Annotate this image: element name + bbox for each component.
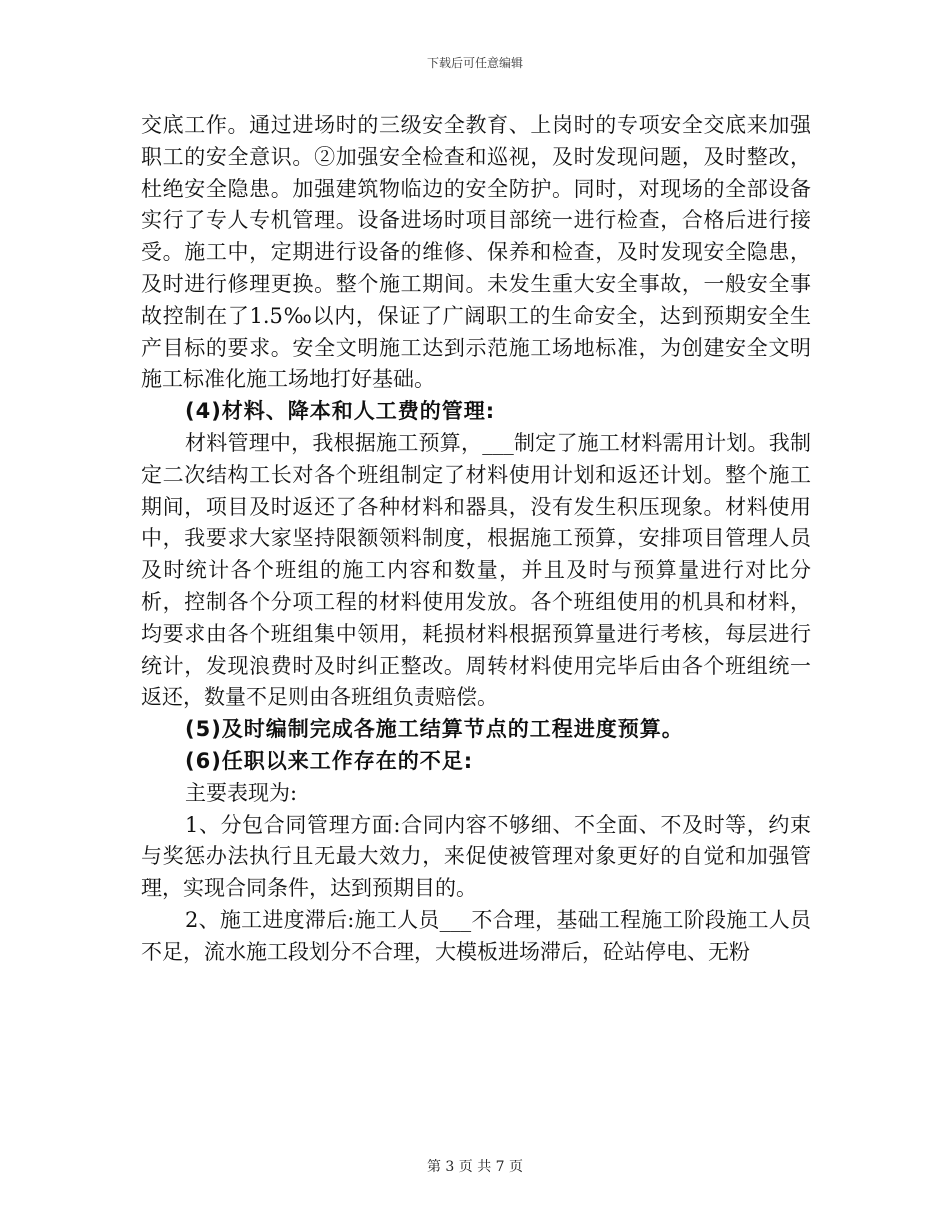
page-header: 下载后可任意编辑 xyxy=(426,56,523,70)
heading-shortcomings: (6)任职以来工作存在的不足: xyxy=(185,748,474,773)
paragraph-materials-management: 材料管理中，我根据施工预算，___制定了施工材料需用计划。我制定二次结构工长对各个班组制定了材料使用计划和返还计划。整个施工期间，项目及时返还了各种材料和器具，没有发生积压现象。材料使用中，我要求大家坚持限额领料制度，根据施工预算，安排项目管理人员及时统计各个班组的施工内容和数量，并且及时与预算量进行对比分析，控制各个分项工程的材料使用发放。各个班组使用的机具和材料，均要求由各个班组集中领用，耗损材料根据预算量进行考核，每层进行统计，发现浪费时及时纠正整改。周转材料使用完毕后由各个班组统一返还，数量不足则由各班组负责赔偿。 xyxy=(141,430,811,710)
heading-materials-management: (4)材料、降本和人工费的管理: xyxy=(185,399,496,424)
paragraph-subcontract-management: 1、分包合同管理方面:合同内容不够细、不全面、不及时等，约束与奖惩办法执行且无最大效力，来促使被管理对象更好的自觉和加强管理，实现合同条件，达到预期目的。 xyxy=(141,812,811,901)
paragraph-safety-continued: 交底工作。通过进场时的三级安全教育、上岗时的专项安全交底来加强职工的安全意识。②加强安全检查和巡视，及时发现问题，及时整改，杜绝安全隐患。加强建筑物临边的安全防护。同时，对现场的全部设备实行了专人专机管理。设备进场时项目部统一进行检查，合格后进行接受。施工中，定期进行设备的维修、保养和检查，及时发现安全隐患，及时进行修理更换。整个施工期间。未发生重大安全事故，一般安全事故控制在了1.5‰以内，保证了广阔职工的生命安全，达到预期安全生产目标的要求。安全文明施工达到示范施工场地标准，为创建安全文明施工标准化施工场地打好基础。 xyxy=(141,113,811,392)
heading-progress-budget: (5)及时编制完成各施工结算节点的工程进度预算。 xyxy=(185,717,684,742)
page-footer: 第 3 页 共 7 页 xyxy=(426,1159,524,1175)
paragraph-schedule-delay: 2、施工进度滞后:施工人员___不合理，基础工程施工阶段施工人员不足，流水施工段划分不合理，大模板进场滞后，砼站停电、无粉 xyxy=(141,907,811,964)
document-body xyxy=(141,110,811,969)
paragraph-main-points: 主要表现为: xyxy=(185,780,298,805)
